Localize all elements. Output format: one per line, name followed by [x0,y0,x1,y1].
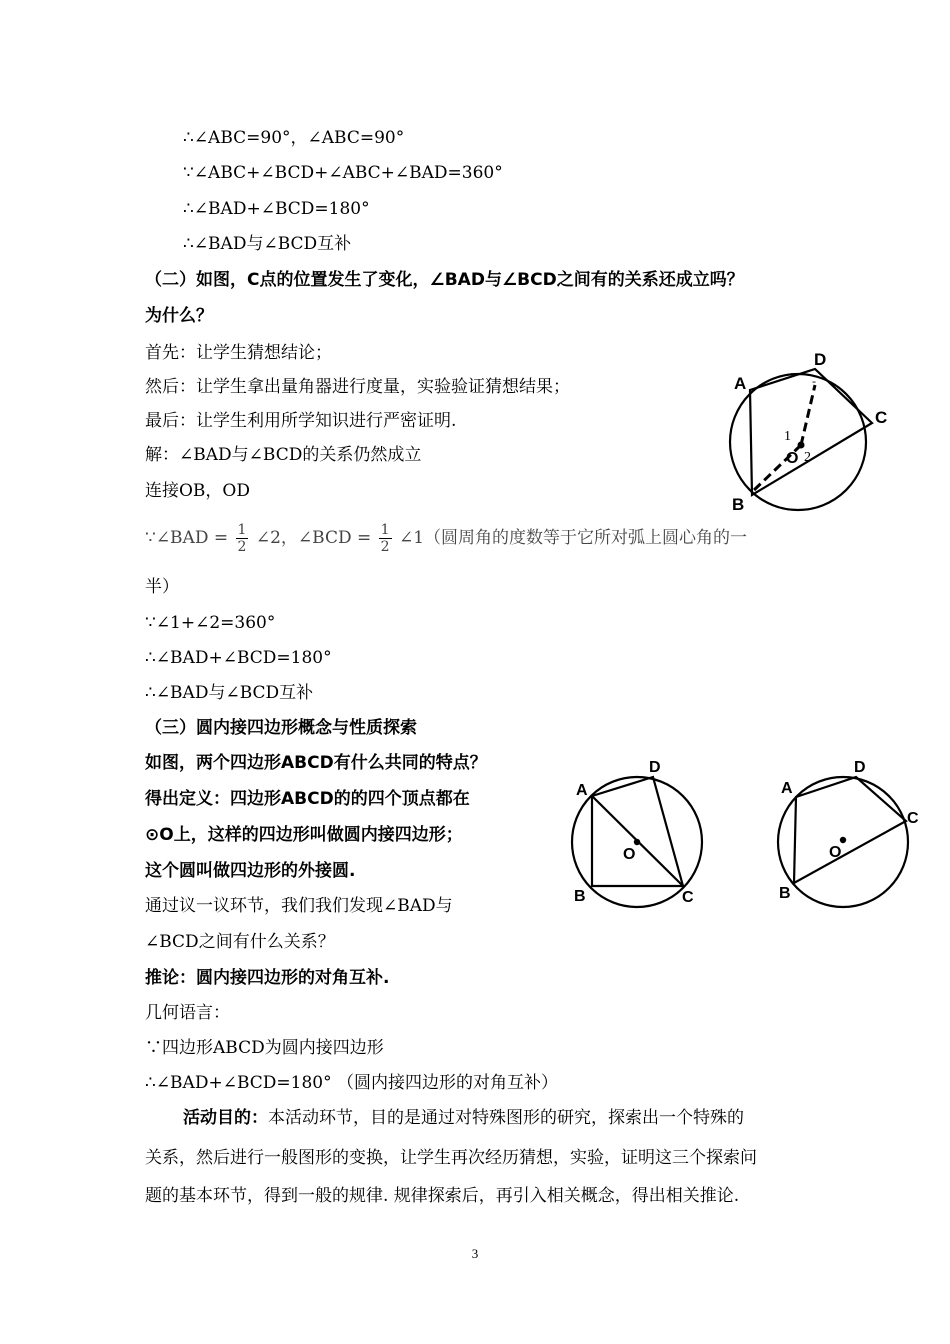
conclusion-2: ∴∠BAD与∠BCD互补 [145,683,314,703]
figure-cyclic-quadrilateral-2 [565,755,715,910]
activity-line-1 [183,1106,744,1130]
proof-line-4: ∴∠BAD与∠BCD互补 [183,234,352,254]
label-d: D [814,350,827,369]
center-point [798,442,805,449]
sum-line: ∵∠1+∠2=360° [145,613,276,633]
label-c: C [682,889,694,906]
label-b: B [732,495,745,514]
discussion-2: ∠BCD之间有什么关系？ [145,932,335,952]
label-b: B [779,885,791,902]
label-a: A [781,780,793,797]
label-b: B [574,888,586,905]
center-point [840,837,846,843]
label-c: C [875,408,888,427]
proof-line-3: ∴∠BAD+∠BCD=180° [183,199,370,219]
discussion-1: 通过议一议环节，我们我们发现∠BAD与 [145,896,453,916]
fraction-half-2 [379,522,392,555]
formula-angle2: ∠2，∠BCD = [255,528,372,548]
conclusion-1: ∴∠BAD+∠BCD=180° [145,648,332,668]
label-o: O [623,846,636,863]
label-o: O [786,450,799,467]
fraction-half-1 [236,522,249,555]
activity-line-3: 题的基本环节，得到一般的规律. 规律探索后，再引入相关概念，得出相关推论. [145,1186,740,1206]
fraction-numerator: 1 [380,522,390,538]
center-point [634,839,640,845]
label-d: D [649,759,661,776]
fraction-denominator: 2 [237,539,247,555]
proof-line-2: ∵∠ABC+∠BCD+∠ABC+∠BAD=360° [183,163,503,183]
fraction-numerator: 1 [237,522,247,538]
label-o: O [829,844,842,861]
section3-question: 如图，两个四边形ABCD有什么共同的特点？ [145,753,487,773]
formula-cont: 半） [145,577,179,597]
step-last: 最后：让学生利用所学知识进行严密证明. [145,411,457,431]
section2-question: （二）如图，C点的位置发生了变化，∠BAD与∠BCD之间有的关系还成立吗？ [145,270,744,290]
step-then: 然后：让学生拿出量角器进行度量，实验验证猜想结果； [145,377,570,397]
section3-title: （三）圆内接四边形概念与性质探索 [145,718,417,738]
geometry-language-label: 几何语言： [145,1003,230,1023]
fraction-denominator: 2 [380,539,390,555]
tick-mark: - [812,374,816,388]
proof-line-1: ∴∠ABC=90°，∠ABC=90° [183,128,405,148]
label-angle-1: 1 [784,429,791,444]
label-a: A [734,374,747,393]
label-c: C [907,810,919,827]
formula-angle1: ∠1（圆周角的度数等于它所对弧上圆心角的一 [398,528,748,548]
quadrilateral-abcd [592,777,683,886]
solution-line: 解：∠BAD与∠BCD的关系仍然成立 [145,445,422,465]
page-number: 3 [471,1246,479,1261]
formula-because: ∵∠BAD = [145,528,229,548]
section2-question-cont: 为什么？ [145,306,213,326]
label-a: A [576,782,588,799]
inference: 推论：圆内接四边形的对角互补. [145,968,390,988]
definition-3: 这个圆叫做四边形的外接圆. [145,861,356,881]
activity-text-1: 本活动环节，目的是通过对特殊图形的研究，探索出一个特殊的 [268,1108,744,1128]
geometry-line-2: ∴∠BAD+∠BCD=180° （圆内接四边形的对角互补） [145,1073,558,1093]
radius-od [801,385,815,445]
activity-label: 活动目的： [183,1108,268,1128]
label-d: D [854,759,866,776]
geometry-line-1: ∵四边形ABCD为圆内接四边形 [145,1038,384,1058]
definition-2: ⊙O上，这样的四边形叫做圆内接四边形； [145,825,463,845]
quadrilateral-abcd [794,777,906,883]
figure-cyclic-quadrilateral-3 [770,755,930,910]
label-angle-2: 2 [804,450,811,465]
activity-line-2: 关系，然后进行一般图形的变换，让学生再次经历猜想，实验，证明这三个探索问 [145,1148,757,1168]
figure-cyclic-quadrilateral-1 [720,345,900,520]
formula-line [145,522,747,555]
step-first: 首先：让学生猜想结论； [145,343,332,363]
connect-line: 连接OB，OD [145,481,250,501]
definition-1: 得出定义：四边形ABCD的的四个顶点都在 [145,789,470,809]
